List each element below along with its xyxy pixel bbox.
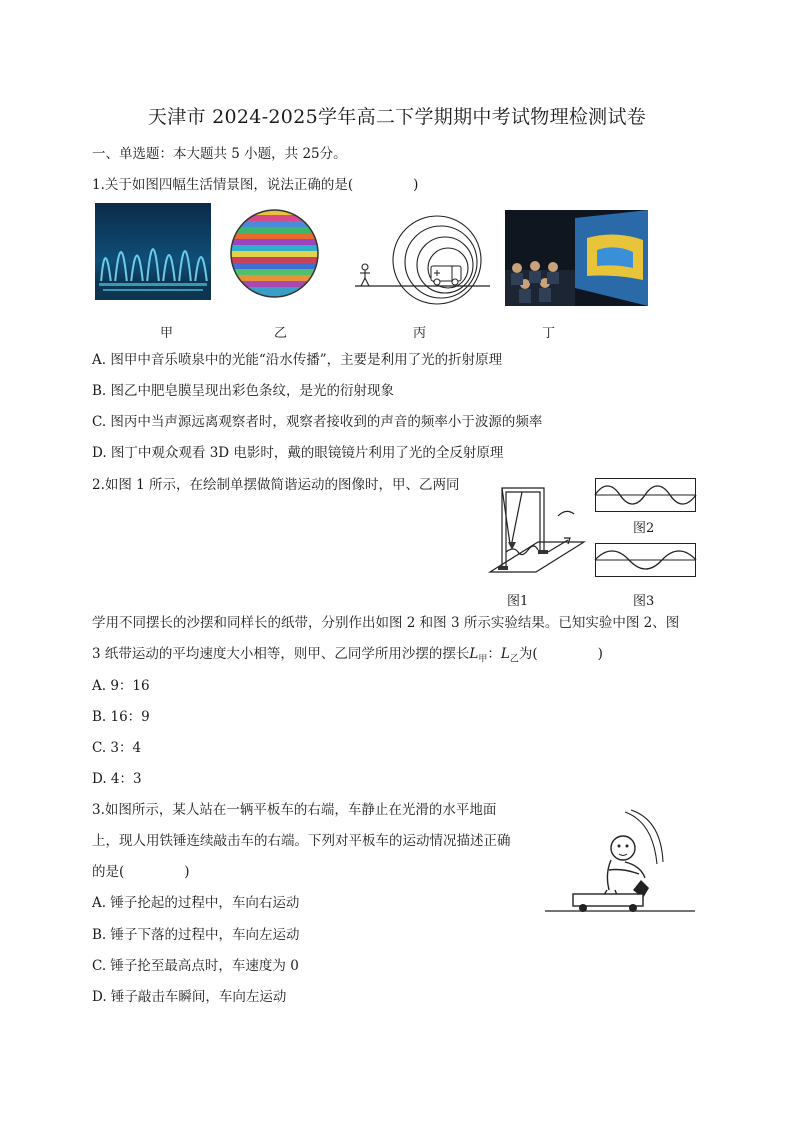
q2-stem-close: ): [597, 646, 603, 662]
pendulum-apparatus-figure: [488, 480, 588, 580]
q2-option-b: B. 16：9: [92, 709, 150, 725]
q1-option-d: D. 图丁中观众观看 3D 电影时，戴的眼镜镜片利用了光的全反射原理: [92, 445, 504, 461]
fig2-waveform: [595, 478, 696, 512]
q3-option-a: A. 锤子抡起的过程中，车向右运动: [92, 895, 300, 911]
q1-stem-text: 1.关于如图四幅生活情景图，说法正确的是(: [92, 177, 354, 193]
q2-stem-line2: 学用不同摆长的沙摆和同样长的纸带，分别作出如图 2 和图 3 所示实验结果。已知实验中图 2、图: [92, 615, 680, 631]
q2-option-a: A. 9：16: [92, 678, 150, 694]
ratio-colon: ：: [487, 646, 501, 662]
page-title: 天津市 2024-2025学年高二下学期期中考试物理检测试卷: [147, 106, 647, 128]
caption-yi: 乙: [274, 326, 288, 341]
q2-option-d: D. 4：3: [92, 771, 142, 787]
q3-stem-line1: 3.如图所示，某人站在一辆平板车的右端，车静止在光滑的水平地面: [92, 802, 497, 818]
length-symbol-1: L: [469, 646, 479, 662]
fig3-waveform: [595, 543, 696, 577]
observer-icon: [360, 264, 370, 286]
fig1-label: 图1: [507, 594, 529, 609]
q2-stem-line1: 2.如图 1 所示，在绘制单摆做简谐运动的图像时，甲、乙两同: [92, 477, 460, 493]
fig3-label: 图3: [633, 594, 655, 609]
q1-stem-close: ): [413, 177, 419, 193]
q2-stem-line3-pre: 3 纸带运动的平均速度大小相等，则甲、乙同学所用沙摆的摆长: [92, 646, 470, 662]
q1-stem: [92, 175, 418, 195]
q3-option-d: D. 锤子敲击车瞬间，车向左运动: [92, 989, 287, 1005]
hammer-cart-figure: [545, 808, 695, 914]
q2-stem-line3: [92, 644, 603, 670]
subscript-jia: 甲: [478, 654, 488, 665]
q3-option-c: C. 锤子抡至最高点时，车速度为 0: [92, 958, 299, 974]
fountain-image: [95, 203, 211, 300]
q3-stem-line2: 上，现人用铁锤连续敲击车的右端。下列对平板车的运动情况描述正确: [92, 833, 511, 849]
caption-ding: 丁: [542, 326, 556, 341]
caption-bing: 丙: [413, 326, 427, 341]
q3-stem-close: ): [184, 864, 190, 880]
soap-film-image: [230, 209, 319, 298]
fig2-label: 图2: [633, 521, 655, 536]
q1-option-b: B. 图乙中肥皂膜呈现出彩色条纹，是光的衍射现象: [92, 383, 395, 399]
doppler-diagram: [355, 210, 490, 310]
ambulance-icon: [431, 266, 461, 285]
cinema-image: [505, 210, 648, 306]
length-symbol-2: L: [500, 646, 510, 662]
q1-option-a: A. 图甲中音乐喷泉中的光能“沿水传播”，主要是利用了光的折射原理: [92, 352, 503, 368]
q1-option-c: C. 图丙中当声源远离观察者时，观察者接收到的声音的频率小于波源的频率: [92, 414, 543, 430]
q2-stem-line3-post: 为(: [518, 646, 538, 662]
q3-stem-line3: [92, 862, 190, 882]
q3-option-b: B. 锤子下落的过程中，车向左运动: [92, 927, 300, 943]
caption-jia: 甲: [160, 326, 174, 341]
section-heading: 一、单选题：本大题共 5 小题，共 25分。: [92, 146, 347, 162]
subscript-yi: 乙: [509, 654, 519, 665]
q3-stem-text: 的是(: [92, 864, 125, 880]
q2-option-c: C. 3：4: [92, 740, 142, 756]
